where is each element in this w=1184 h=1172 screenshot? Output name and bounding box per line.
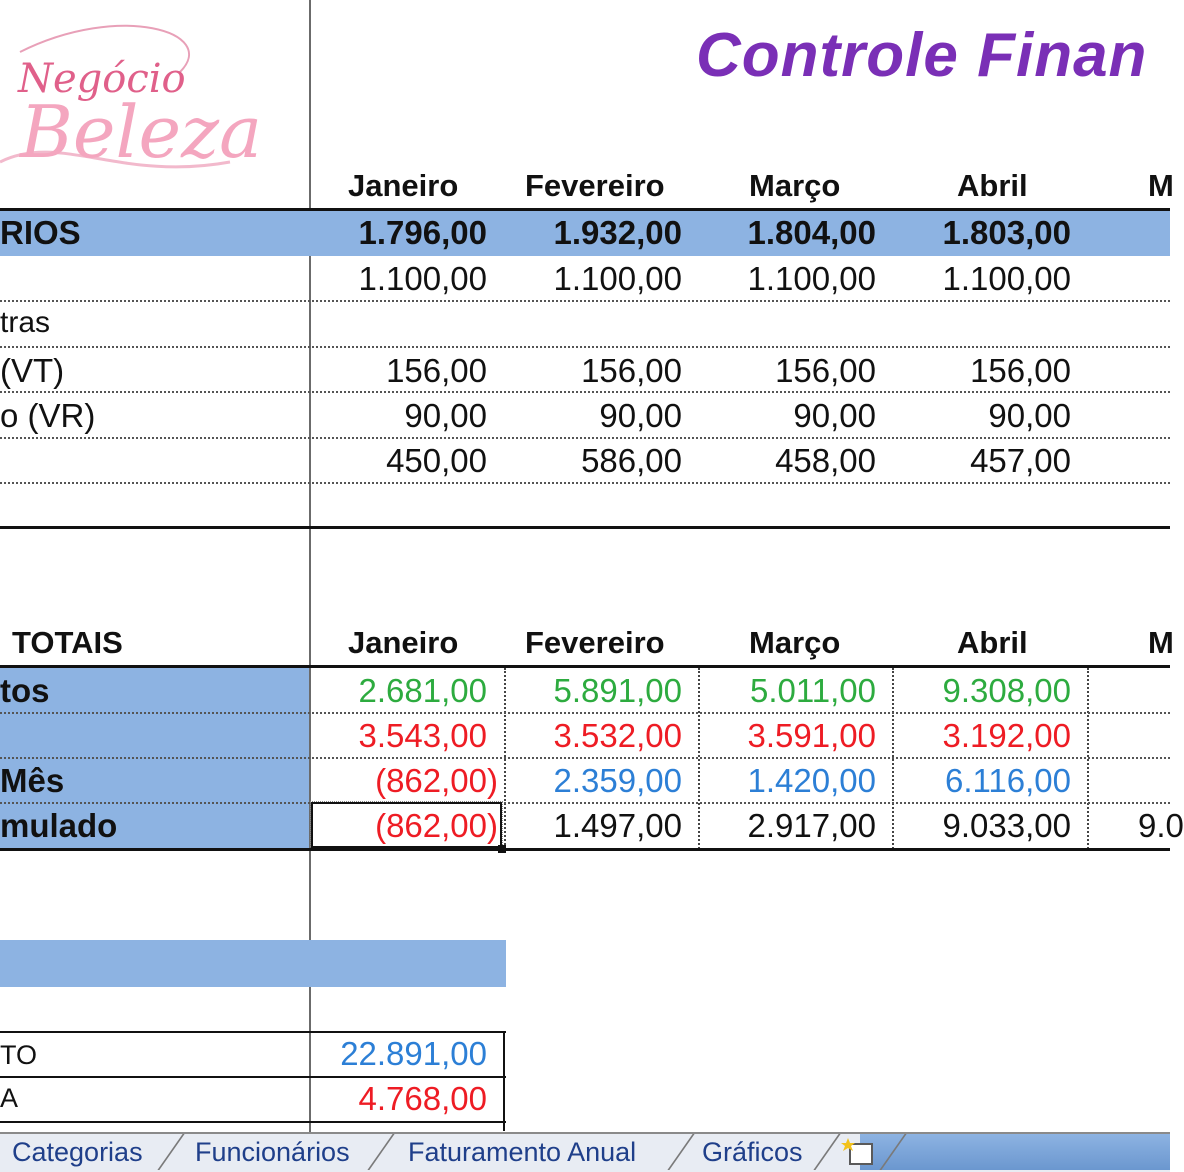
cell[interactable]: 1.497,00 [553, 807, 682, 844]
tab-funcionarios[interactable]: Funcionários [195, 1137, 350, 1167]
row-label: mulado [0, 807, 118, 844]
cell[interactable]: 90,00 [793, 397, 876, 434]
cell[interactable]: 5.891,00 [553, 672, 682, 709]
row-label: Mês [0, 762, 65, 799]
cell[interactable]: 3.543,00 [358, 717, 487, 754]
tab-categorias[interactable]: Categorias [12, 1137, 143, 1167]
totais-heading: TOTAIS [12, 625, 123, 660]
summary-border [0, 1121, 506, 1123]
negocio-beleza-logo [0, 12, 263, 182]
totais-bottom-border [0, 848, 1170, 851]
month-header-jan: Janeiro [348, 625, 459, 660]
cell[interactable]: 90,00 [988, 397, 1071, 434]
cell[interactable]: 2.681,00 [358, 672, 487, 709]
month-header-may: M [1148, 168, 1174, 203]
summary-border [503, 1031, 505, 1131]
row-divider [0, 300, 1170, 302]
month-header-apr: Abril [957, 625, 1028, 660]
summary-label: A [0, 1083, 19, 1113]
cell[interactable]: 1.803,00 [942, 214, 1071, 251]
row-label: o (VR) [0, 397, 96, 434]
cell[interactable]: 9.0 [1138, 807, 1184, 844]
row-label: tras [0, 306, 51, 339]
cell[interactable]: 1.100,00 [942, 260, 1071, 297]
tab-bar-empty-area [860, 1134, 1170, 1170]
row-label: (VT) [0, 352, 65, 389]
table-bottom-border [0, 526, 1170, 529]
cell[interactable]: 9.308,00 [942, 672, 1071, 709]
page-title: Controle Finan [696, 21, 1148, 90]
cell[interactable]: 156,00 [970, 352, 1071, 389]
row-divider [0, 437, 1170, 439]
cell[interactable]: 1.804,00 [747, 214, 876, 251]
cell[interactable]: 3.192,00 [942, 717, 1071, 754]
row-divider [0, 712, 1170, 714]
summary-value[interactable]: 4.768,00 [358, 1080, 487, 1117]
cell[interactable]: 90,00 [599, 397, 682, 434]
cell[interactable]: 156,00 [581, 352, 682, 389]
cell[interactable]: 458,00 [775, 442, 876, 479]
month-header-mar: Março [749, 625, 841, 660]
cell[interactable]: 3.591,00 [747, 717, 876, 754]
row-label: RIOS [0, 214, 81, 251]
tab-faturamento-anual[interactable]: Faturamento Anual [408, 1137, 637, 1167]
row-divider [0, 802, 1170, 804]
cell[interactable]: 156,00 [386, 352, 487, 389]
cell[interactable]: 2.359,00 [553, 762, 682, 799]
cell[interactable]: 9.033,00 [942, 807, 1071, 844]
month-header-feb: Fevereiro [525, 168, 665, 203]
cell[interactable]: 450,00 [386, 442, 487, 479]
insert-sheet-icon[interactable] [842, 1136, 878, 1168]
cell[interactable]: 2.917,00 [747, 807, 876, 844]
cell[interactable]: 1.420,00 [747, 762, 876, 799]
cell[interactable]: 3.532,00 [553, 717, 682, 754]
month-header-may: M [1148, 625, 1174, 660]
row-label: tos [0, 672, 50, 709]
cell[interactable]: 586,00 [581, 442, 682, 479]
cell[interactable]: 156,00 [775, 352, 876, 389]
cell[interactable]: 1.932,00 [553, 214, 682, 251]
row-divider [0, 757, 1170, 759]
cell[interactable]: 6.116,00 [944, 762, 1071, 799]
cell[interactable]: 1.796,00 [358, 214, 487, 251]
month-header-jan: Janeiro [348, 168, 459, 203]
month-header-mar: Março [749, 168, 841, 203]
cell[interactable]: (862,00) [375, 762, 498, 799]
cell[interactable]: 90,00 [404, 397, 487, 434]
summary-border [0, 1076, 506, 1078]
row-divider [0, 346, 1170, 348]
cell[interactable]: 1.100,00 [358, 260, 487, 297]
summary-label: TO [0, 1040, 38, 1070]
cell[interactable]: 1.100,00 [553, 260, 682, 297]
month-header-apr: Abril [957, 168, 1028, 203]
tab-graficos[interactable]: Gráficos [702, 1137, 803, 1167]
row-divider [0, 391, 1170, 393]
cell[interactable]: 5.011,00 [749, 672, 876, 709]
svg-text:Negócio: Negócio [18, 56, 186, 102]
cell[interactable]: (862,00) [375, 807, 498, 844]
summary-value[interactable]: 22.891,00 [340, 1035, 487, 1072]
summary-border [0, 1031, 506, 1033]
svg-text:Beleza: Beleza [20, 90, 263, 174]
cell[interactable]: 457,00 [970, 442, 1071, 479]
row-divider [0, 482, 1170, 484]
month-header-feb: Fevereiro [525, 625, 665, 660]
cell[interactable]: 1.100,00 [747, 260, 876, 297]
summary-header-band [0, 940, 506, 987]
